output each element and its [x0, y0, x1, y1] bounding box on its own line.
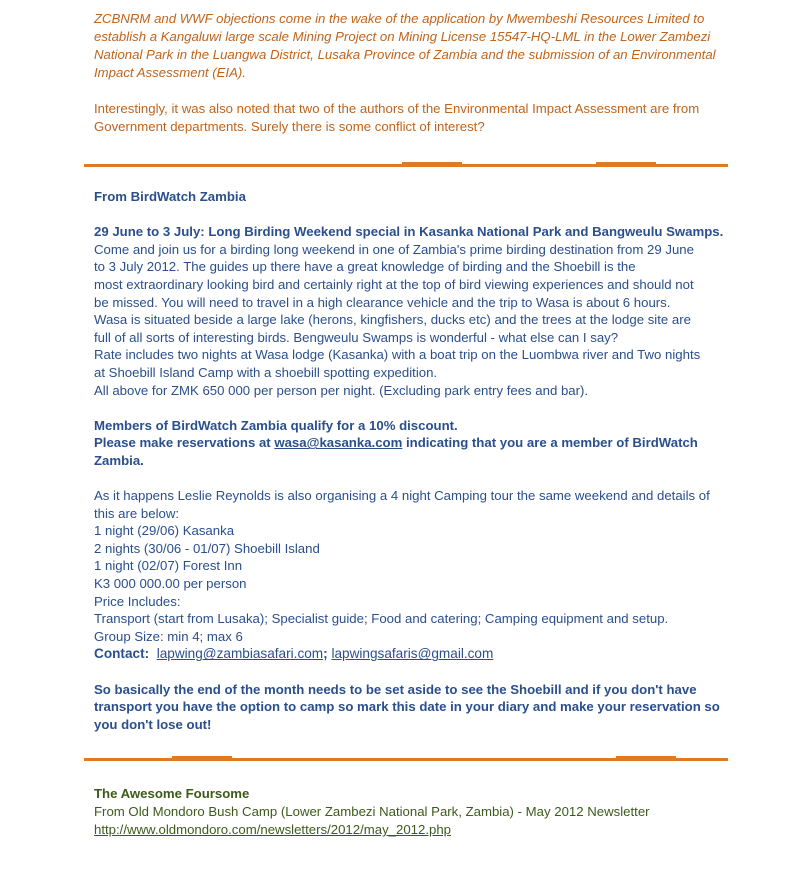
- intro-section: [94, 10, 734, 136]
- body-line: most extraordinary looking bird and certainly right at the top of bird viewing experiences and should not: [94, 276, 694, 292]
- camping-line: 1 night (02/07) Forest Inn: [94, 558, 243, 574]
- intro-paragraph-conflict: Interestingly, it was also noted that two of the authors of the Environmental Impact Assessment are from Government departments. Surely there is some conflict of interest?: [94, 101, 700, 134]
- camping-line: Group Size: min 4; max 6: [94, 628, 243, 644]
- body-line: All above for ZMK 650 000 per person per night. (Excluding park entry fees and bar).: [94, 382, 589, 398]
- closing-line: So basically the end of the month needs to be set aside to see the Shoebill and if you don't have: [94, 681, 697, 697]
- intro-paragraph-objections: ZCBNRM and WWF objections come in the wake of the application by Mwembeshi Resources Limited to establish a Kangaluwi large scale Mining Project on Mining License 15547-HQ-LML in the Lower Zambezi National Park in the Luangwa District, Lusaka Province of Zambia and the submission of an Environmental Impact Assessment (EIA).: [94, 11, 716, 80]
- contact-email-lapwingsafaris[interactable]: lapwingsafaris@gmail.com: [331, 646, 494, 662]
- newsletter-url-link[interactable]: http://www.oldmondoro.com/newsletters/2012/may_2012.php: [94, 822, 451, 837]
- body-line: Rate includes two nights at Wasa lodge (Kasanka) with a boat trip on the Luombwa river and Two nights: [94, 347, 701, 363]
- body-line: full of all sorts of interesting birds. Bengweulu Swamps is wonderful - what else can I say?: [94, 329, 619, 345]
- body-line: Come and join us for a birding long weekend in one of Zambia's prime birding destination from 29 June: [94, 241, 694, 257]
- birdwatch-heading: From BirdWatch Zambia: [94, 189, 246, 204]
- camping-line: this are below:: [94, 505, 180, 521]
- camping-line: 2 nights (30/06 - 01/07) Shoebill Island: [94, 540, 320, 556]
- reservation-email-link[interactable]: wasa@kasanka.com: [274, 435, 403, 451]
- camping-line: Price Includes:: [94, 593, 181, 609]
- reservation-line: Please make reservations at wasa@kasanka.com indicating that you are a member of BirdWatch: [94, 435, 698, 451]
- closing-line: you don't lose out!: [94, 716, 212, 732]
- event-title: 29 June to 3 July: Long Birding Weekend special in Kasanka National Park and Bangweulu Swamps.: [94, 224, 724, 240]
- foursome-source: From Old Mondoro Bush Camp (Lower Zambezi National Park, Zambia) - May 2012 Newsletter: [94, 804, 650, 819]
- discount-note: Members of BirdWatch Zambia qualify for a 10% discount.: [94, 417, 458, 433]
- reservation-line-end: Zambia.: [94, 452, 144, 468]
- body-line: at Shoebill Island Camp with a shoebill spotting expedition.: [94, 364, 438, 380]
- birdwatch-section: [94, 188, 734, 733]
- camping-line: Transport (start from Lusaka); Specialist guide; Food and catering; Camping equipment and setup.: [94, 611, 669, 627]
- contact-email-lapwing[interactable]: lapwing@zambiasafari.com: [156, 646, 324, 662]
- closing-line: transport you have the option to camp so mark this date in your diary and make your reservation so: [94, 699, 720, 715]
- camping-line: K3 000 000.00 per person: [94, 576, 247, 592]
- body-line: Wasa is situated beside a large lake (herons, kingfishers, ducks etc) and the trees at the lodge site are: [94, 312, 691, 328]
- section-divider-top: [84, 164, 728, 167]
- body-line: be missed. You will need to travel in a high clearance vehicle and the trip to Wasa is about 6 hours.: [94, 294, 671, 310]
- contact-label: Contact:: [94, 646, 150, 662]
- camping-line: As it happens Leslie Reynolds is also organising a 4 night Camping tour the same weekend and details of: [94, 488, 710, 504]
- camping-line: 1 night (29/06) Kasanka: [94, 523, 235, 539]
- foursome-heading: The Awesome Foursome: [94, 786, 250, 801]
- section-divider-bottom: [84, 758, 728, 761]
- contact-line: Contact: lapwing@zambiasafari.com; lapwingsafaris@gmail.com: [94, 646, 494, 662]
- foursome-section: [94, 785, 734, 839]
- body-line: to 3 July 2012. The guides up there have a great knowledge of birding and the Shoebill is the: [94, 259, 636, 275]
